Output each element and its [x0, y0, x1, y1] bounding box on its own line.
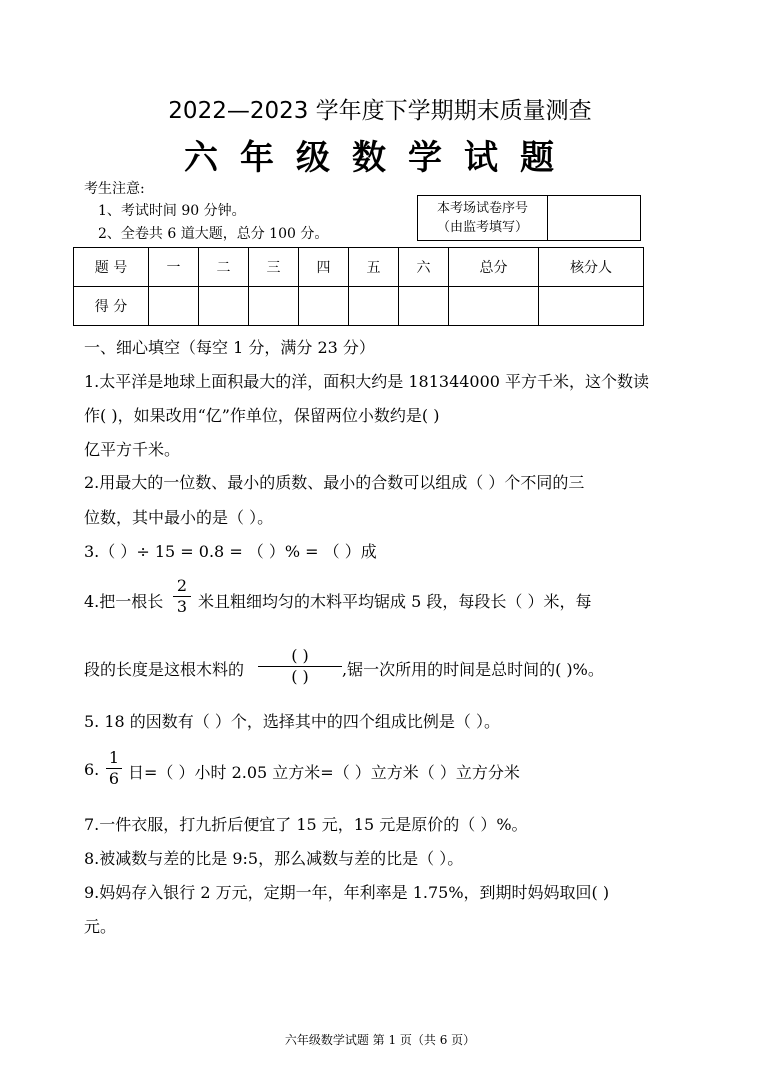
notice-item: 1、考试时间 90 分钟。 — [98, 203, 246, 219]
question-3: 3.（ ）÷ 15 = 0.8 = （ ）% = （ ）成 — [84, 542, 377, 561]
question-5: 5. 18 的因数有（ ）个，选择其中的四个组成比例是（ ）。 — [84, 712, 500, 731]
table-cell: 六 — [399, 248, 449, 287]
table-cell: 核分人 — [539, 248, 644, 287]
question-4: 米且粗细均匀的木料平均锯成 5 段，每段长（ ）米，每 — [198, 592, 592, 611]
table-cell: 得 分 — [74, 287, 149, 326]
table-cell: 五 — [349, 248, 399, 287]
table-row — [74, 248, 644, 287]
question-1-line2: 作( )，如果改用“亿”作单位，保留两位小数约是( ) — [84, 406, 440, 425]
question-9: 9.妈妈存入银行 2 万元，定期一年，年利率是 1.75%，到期时妈妈取回( ) — [84, 883, 610, 902]
fraction-blank: ( ) ( ) — [258, 646, 342, 687]
table-cell: 总分 — [449, 248, 539, 287]
score-cell[interactable] — [299, 287, 349, 326]
question-9-line2: 元。 — [84, 917, 117, 936]
table-cell: 二 — [199, 248, 249, 287]
table-row — [74, 287, 644, 326]
score-cell[interactable] — [539, 287, 644, 326]
question-8: 8.被减数与差的比是 9:5，那么减数与差的比是（ ）。 — [84, 849, 464, 868]
question-1-line3: 亿平方千米。 — [84, 440, 181, 459]
fraction-two-thirds: $\frac{2}{3}$ — [173, 576, 191, 617]
question-2: 2.用最大的一位数、最小的质数、最小的合数可以组成（ ）个不同的三 — [84, 473, 585, 492]
section-heading: 一、细心填空（每空 1 分，满分 23 分） — [84, 338, 375, 357]
score-table — [73, 247, 644, 326]
question-4-line2-prefix: 段的长度是这根木料的 — [84, 660, 245, 679]
score-cell[interactable] — [349, 287, 399, 326]
score-cell[interactable] — [149, 287, 199, 326]
seat-number-box — [417, 195, 641, 241]
score-cell[interactable] — [249, 287, 299, 326]
question-1: 1.太平洋是地球上面积最大的洋，面积大约是 181344000 平方千米，这个数读 — [84, 372, 650, 391]
table-cell: 三 — [249, 248, 299, 287]
table-cell: 一 — [149, 248, 199, 287]
question-2-line2: 位数，其中最小的是（ ）。 — [84, 508, 274, 527]
notice-item: 2、全卷共 6 道大题，总分 100 分。 — [98, 226, 329, 242]
question-4-prefix: 4.把一根长 — [84, 592, 164, 611]
score-cell[interactable] — [399, 287, 449, 326]
score-cell[interactable] — [449, 287, 539, 326]
question-6-prefix: 6. — [84, 760, 100, 779]
question-7: 7.一件衣服，打九折后便宜了 15 元，15 元是原价的（ ）%。 — [84, 815, 528, 834]
exam-subtitle: 2022—2023 学年度下学期期末质量测查 — [168, 98, 592, 124]
fraction-one-sixth: $\frac{1}{6}$ — [106, 748, 122, 789]
question-4-line2: ,锯一次所用的时间是总时间的( )%。 — [342, 660, 604, 679]
table-cell: 题 号 — [74, 248, 149, 287]
question-6: 日=（ ）小时 2.05 立方米=（ ）立方米（ ）立方分米 — [128, 763, 520, 782]
seat-number-label: 本考场试卷序号 （由监考填写） — [418, 196, 548, 240]
exam-title: 六年级数学试题 — [184, 138, 576, 178]
table-cell: 四 — [299, 248, 349, 287]
page-footer: 六年级数学试题 第 1 页（共 6 页） — [284, 1033, 476, 1047]
score-cell[interactable] — [199, 287, 249, 326]
notice-heading: 考生注意: — [84, 181, 145, 197]
